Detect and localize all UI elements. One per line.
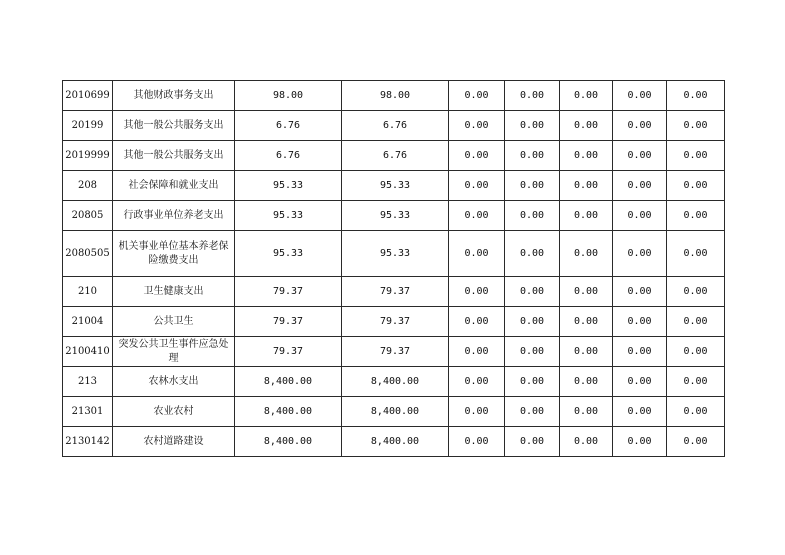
basic-expenditure-cell: 95.33 bbox=[342, 201, 449, 231]
column-3-amount-cell: 0.00 bbox=[449, 171, 505, 201]
column-6-amount-cell: 0.00 bbox=[613, 171, 667, 201]
column-7-amount-cell: 0.00 bbox=[667, 337, 725, 367]
column-7-amount-cell: 0.00 bbox=[667, 81, 725, 111]
column-7-amount-cell: 0.00 bbox=[667, 171, 725, 201]
column-6-amount-cell: 0.00 bbox=[613, 397, 667, 427]
column-7-amount-cell: 0.00 bbox=[667, 141, 725, 171]
total-amount-cell: 79.37 bbox=[235, 277, 342, 307]
basic-expenditure-cell: 8,400.00 bbox=[342, 397, 449, 427]
column-7-amount-cell: 0.00 bbox=[667, 277, 725, 307]
column-7-amount-cell: 0.00 bbox=[667, 111, 725, 141]
subject-code-cell: 2019999 bbox=[63, 141, 113, 171]
total-amount-cell: 98.00 bbox=[235, 81, 342, 111]
subject-code-cell: 2100410 bbox=[63, 337, 113, 367]
subject-name-cell: 其他财政事务支出 bbox=[113, 81, 235, 111]
total-amount-cell: 95.33 bbox=[235, 231, 342, 277]
table-row bbox=[63, 337, 725, 367]
column-4-amount-cell: 0.00 bbox=[505, 171, 560, 201]
column-4-amount-cell: 0.00 bbox=[505, 81, 560, 111]
table-row bbox=[63, 81, 725, 111]
column-3-amount-cell: 0.00 bbox=[449, 397, 505, 427]
subject-name-cell: 机关事业单位基本养老保险缴费支出 bbox=[113, 231, 235, 277]
column-6-amount-cell: 0.00 bbox=[613, 201, 667, 231]
total-amount-cell: 95.33 bbox=[235, 201, 342, 231]
basic-expenditure-cell: 8,400.00 bbox=[342, 427, 449, 457]
column-5-amount-cell: 0.00 bbox=[560, 337, 613, 367]
subject-name-cell: 农林水支出 bbox=[113, 367, 235, 397]
column-5-amount-cell: 0.00 bbox=[560, 367, 613, 397]
basic-expenditure-cell: 95.33 bbox=[342, 171, 449, 201]
budget-expenditure-table bbox=[62, 80, 725, 457]
column-6-amount-cell: 0.00 bbox=[613, 231, 667, 277]
column-4-amount-cell: 0.00 bbox=[505, 427, 560, 457]
total-amount-cell: 79.37 bbox=[235, 337, 342, 367]
column-4-amount-cell: 0.00 bbox=[505, 277, 560, 307]
subject-code-cell: 20199 bbox=[63, 111, 113, 141]
total-amount-cell: 8,400.00 bbox=[235, 367, 342, 397]
table-row bbox=[63, 277, 725, 307]
column-5-amount-cell: 0.00 bbox=[560, 397, 613, 427]
column-3-amount-cell: 0.00 bbox=[449, 277, 505, 307]
column-7-amount-cell: 0.00 bbox=[667, 201, 725, 231]
subject-code-cell: 2130142 bbox=[63, 427, 113, 457]
column-5-amount-cell: 0.00 bbox=[560, 111, 613, 141]
column-3-amount-cell: 0.00 bbox=[449, 111, 505, 141]
subject-name-cell: 其他一般公共服务支出 bbox=[113, 111, 235, 141]
table-row bbox=[63, 397, 725, 427]
column-6-amount-cell: 0.00 bbox=[613, 141, 667, 171]
column-5-amount-cell: 0.00 bbox=[560, 201, 613, 231]
basic-expenditure-cell: 98.00 bbox=[342, 81, 449, 111]
total-amount-cell: 6.76 bbox=[235, 141, 342, 171]
column-5-amount-cell: 0.00 bbox=[560, 171, 613, 201]
table-row bbox=[63, 307, 725, 337]
table-row bbox=[63, 201, 725, 231]
column-4-amount-cell: 0.00 bbox=[505, 111, 560, 141]
column-4-amount-cell: 0.00 bbox=[505, 201, 560, 231]
basic-expenditure-cell: 79.37 bbox=[342, 277, 449, 307]
table-row bbox=[63, 171, 725, 201]
column-4-amount-cell: 0.00 bbox=[505, 337, 560, 367]
subject-name-cell: 农业农村 bbox=[113, 397, 235, 427]
column-4-amount-cell: 0.00 bbox=[505, 397, 560, 427]
subject-name-cell: 行政事业单位养老支出 bbox=[113, 201, 235, 231]
subject-name-cell: 社会保障和就业支出 bbox=[113, 171, 235, 201]
column-7-amount-cell: 0.00 bbox=[667, 427, 725, 457]
total-amount-cell: 6.76 bbox=[235, 111, 342, 141]
subject-code-cell: 2080505 bbox=[63, 231, 113, 277]
subject-code-cell: 210 bbox=[63, 277, 113, 307]
column-6-amount-cell: 0.00 bbox=[613, 337, 667, 367]
total-amount-cell: 79.37 bbox=[235, 307, 342, 337]
basic-expenditure-cell: 79.37 bbox=[342, 307, 449, 337]
subject-name-cell: 卫生健康支出 bbox=[113, 277, 235, 307]
column-6-amount-cell: 0.00 bbox=[613, 111, 667, 141]
total-amount-cell: 8,400.00 bbox=[235, 397, 342, 427]
column-5-amount-cell: 0.00 bbox=[560, 307, 613, 337]
column-3-amount-cell: 0.00 bbox=[449, 337, 505, 367]
subject-code-cell: 213 bbox=[63, 367, 113, 397]
column-5-amount-cell: 0.00 bbox=[560, 141, 613, 171]
column-5-amount-cell: 0.00 bbox=[560, 81, 613, 111]
table-row bbox=[63, 427, 725, 457]
column-3-amount-cell: 0.00 bbox=[449, 81, 505, 111]
subject-code-cell: 21004 bbox=[63, 307, 113, 337]
subject-name-cell: 其他一般公共服务支出 bbox=[113, 141, 235, 171]
column-5-amount-cell: 0.00 bbox=[560, 231, 613, 277]
column-7-amount-cell: 0.00 bbox=[667, 231, 725, 277]
column-6-amount-cell: 0.00 bbox=[613, 277, 667, 307]
subject-code-cell: 21301 bbox=[63, 397, 113, 427]
column-7-amount-cell: 0.00 bbox=[667, 397, 725, 427]
column-4-amount-cell: 0.00 bbox=[505, 307, 560, 337]
basic-expenditure-cell: 79.37 bbox=[342, 337, 449, 367]
basic-expenditure-cell: 95.33 bbox=[342, 231, 449, 277]
table-body bbox=[63, 81, 725, 457]
table-row bbox=[63, 111, 725, 141]
table-row bbox=[63, 141, 725, 171]
column-6-amount-cell: 0.00 bbox=[613, 427, 667, 457]
column-4-amount-cell: 0.00 bbox=[505, 231, 560, 277]
column-3-amount-cell: 0.00 bbox=[449, 201, 505, 231]
column-3-amount-cell: 0.00 bbox=[449, 141, 505, 171]
subject-code-cell: 20805 bbox=[63, 201, 113, 231]
column-6-amount-cell: 0.00 bbox=[613, 367, 667, 397]
total-amount-cell: 8,400.00 bbox=[235, 427, 342, 457]
table-row bbox=[63, 231, 725, 277]
column-4-amount-cell: 0.00 bbox=[505, 141, 560, 171]
subject-name-cell: 农村道路建设 bbox=[113, 427, 235, 457]
column-7-amount-cell: 0.00 bbox=[667, 307, 725, 337]
column-3-amount-cell: 0.00 bbox=[449, 307, 505, 337]
total-amount-cell: 95.33 bbox=[235, 171, 342, 201]
column-3-amount-cell: 0.00 bbox=[449, 231, 505, 277]
basic-expenditure-cell: 6.76 bbox=[342, 111, 449, 141]
column-5-amount-cell: 0.00 bbox=[560, 277, 613, 307]
subject-name-cell: 突发公共卫生事件应急处理 bbox=[113, 337, 235, 367]
table-row bbox=[63, 367, 725, 397]
column-6-amount-cell: 0.00 bbox=[613, 307, 667, 337]
basic-expenditure-cell: 8,400.00 bbox=[342, 367, 449, 397]
basic-expenditure-cell: 6.76 bbox=[342, 141, 449, 171]
column-3-amount-cell: 0.00 bbox=[449, 367, 505, 397]
subject-code-cell: 2010699 bbox=[63, 81, 113, 111]
column-3-amount-cell: 0.00 bbox=[449, 427, 505, 457]
subject-code-cell: 208 bbox=[63, 171, 113, 201]
column-5-amount-cell: 0.00 bbox=[560, 427, 613, 457]
column-7-amount-cell: 0.00 bbox=[667, 367, 725, 397]
subject-name-cell: 公共卫生 bbox=[113, 307, 235, 337]
column-4-amount-cell: 0.00 bbox=[505, 367, 560, 397]
column-6-amount-cell: 0.00 bbox=[613, 81, 667, 111]
